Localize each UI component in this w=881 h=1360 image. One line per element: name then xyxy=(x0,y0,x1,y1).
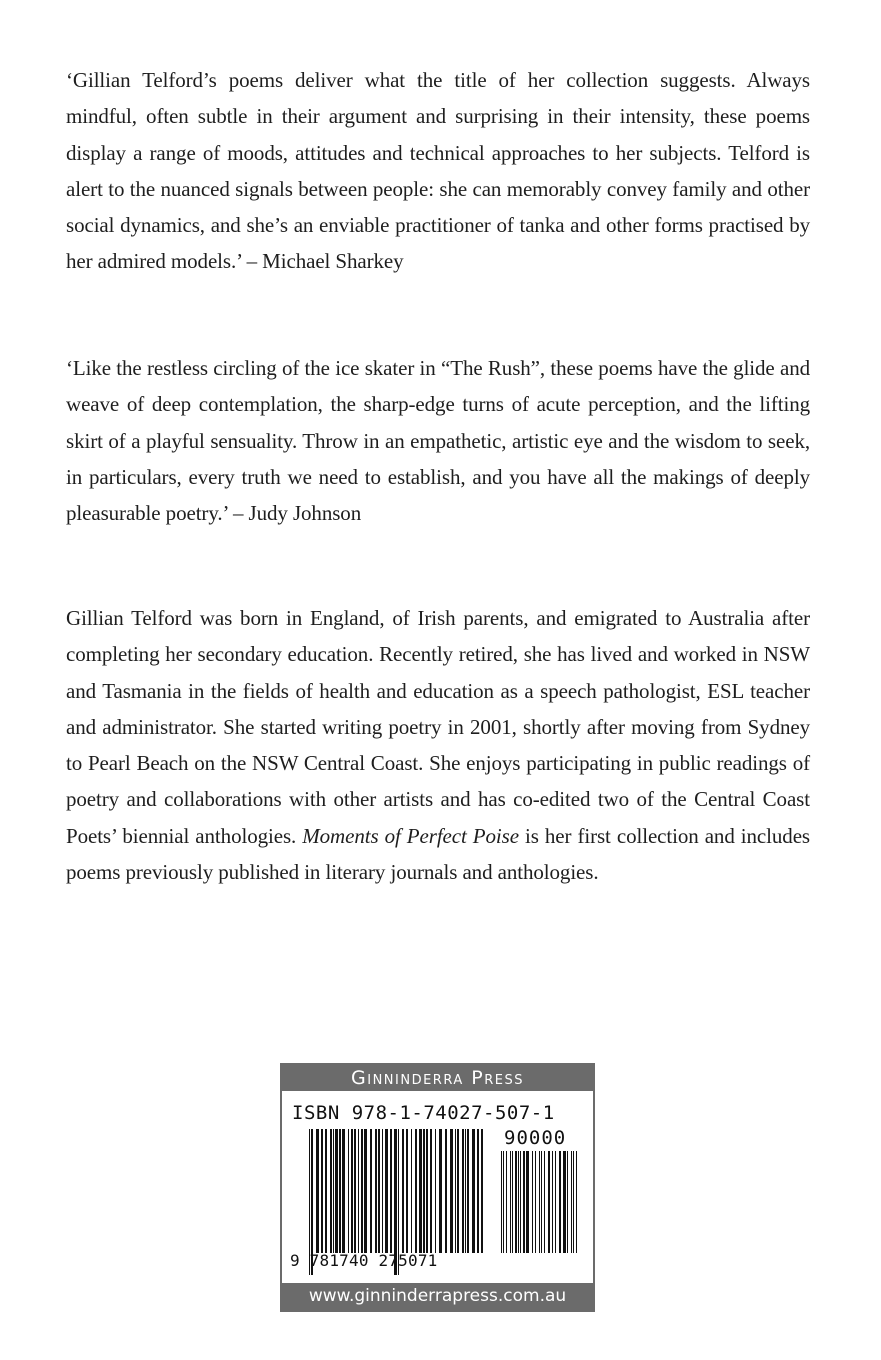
barcode-bar xyxy=(450,1129,453,1253)
barcode-bar xyxy=(364,1129,367,1253)
barcode-bar xyxy=(390,1129,392,1253)
barcode-bar xyxy=(370,1129,372,1253)
bio-text-end: is her first collection and includes poems previously published in literary journals and anthologies. xyxy=(66,823,810,885)
publisher-url: www.ginninderrapress.com.au xyxy=(282,1283,593,1310)
publisher-name: Ginninderra Press xyxy=(282,1065,593,1091)
barcode-bar xyxy=(526,1151,529,1253)
barcode-bar xyxy=(541,1151,542,1253)
barcode-bar xyxy=(419,1129,422,1253)
barcode-bar xyxy=(576,1151,577,1253)
barcode-bar xyxy=(571,1151,572,1253)
barcode-bar xyxy=(378,1129,380,1253)
barcode-digits: 9 781740 275071 xyxy=(290,1251,438,1270)
barcode-bar xyxy=(415,1129,417,1253)
barcode-bar xyxy=(567,1151,568,1253)
barcode-bar xyxy=(510,1151,511,1253)
barcode-bar xyxy=(512,1151,513,1253)
barcode-bar xyxy=(411,1129,412,1253)
barcode-bar xyxy=(552,1151,553,1253)
barcode-bar xyxy=(385,1129,388,1253)
barcode-bar xyxy=(573,1151,574,1253)
barcode-bar xyxy=(503,1151,504,1253)
barcode-bar xyxy=(430,1129,432,1253)
barcode-bar xyxy=(439,1129,442,1253)
author-bio xyxy=(66,600,810,890)
barcode-bar xyxy=(354,1129,356,1253)
barcode-bar xyxy=(342,1129,345,1253)
barcode-bar xyxy=(532,1151,533,1253)
review-text: ‘Gillian Telford’s poems deliver what the title of her collection suggests. Always mindful, often subtle in their argument and surprising in their intensity, these poems display a range of moods, attitudes and technical approaches to her subjects. Telford is alert to the nuanced signals between people: she can memorably convey family and other social dynamics, and she’s an enviable practitioner of tanka and other forms practised by her admired models.’ – Michael Sharkey xyxy=(66,68,810,274)
barcode-bar xyxy=(477,1129,479,1253)
barcode-bar xyxy=(518,1151,519,1253)
barcode-bar xyxy=(335,1129,338,1253)
price-addon-number: 90000 xyxy=(504,1127,567,1149)
book-title: Moments of Perfect Poise xyxy=(302,823,519,848)
barcode-bar xyxy=(321,1129,323,1253)
barcode-bar xyxy=(455,1129,456,1253)
barcode-bar xyxy=(382,1129,383,1253)
isbn-barcode-block xyxy=(280,1063,595,1312)
barcode-bar xyxy=(445,1129,447,1253)
barcode-bar xyxy=(544,1151,545,1253)
barcode-bar xyxy=(481,1129,483,1253)
review-michael-sharkey xyxy=(66,62,810,280)
barcode-bar xyxy=(563,1151,566,1253)
barcode-bar xyxy=(333,1129,334,1253)
barcode-bar xyxy=(325,1129,327,1253)
barcode-bar xyxy=(520,1151,521,1253)
barcode-bar xyxy=(402,1129,404,1253)
barcode-bar xyxy=(555,1151,556,1253)
barcode-bar xyxy=(515,1151,517,1253)
barcode-bar xyxy=(535,1151,536,1253)
barcode-bar xyxy=(457,1129,459,1253)
barcode-bar xyxy=(330,1129,332,1253)
barcode-bar xyxy=(375,1129,377,1253)
review-judy-johnson xyxy=(66,350,810,531)
barcode-bar xyxy=(339,1129,341,1253)
barcode-bar xyxy=(506,1151,507,1253)
barcode-bar xyxy=(539,1151,540,1253)
barcode-bar xyxy=(435,1129,436,1253)
addon-barcode-bars xyxy=(500,1151,582,1275)
barcode-bar xyxy=(423,1129,425,1253)
barcode-bar xyxy=(361,1129,363,1253)
barcode-bar xyxy=(501,1151,502,1253)
bio-text-start: Gillian Telford was born in England, of Irish parents, and emigrated to Australia after completing her secondary education. Recently retired, she has lived and worked in NSW and Tasmania in the fields of health and education as a speech pathologist, ESL teacher and administrator. She started writing poetry in 2001, shortly after moving from Sydney to Pearl Beach on the NSW Central Coast. She enjoys participating in public readings of poetry and collaborations with other artists and has co-edited two of the Central Coast Poets’ biennial anthologies. xyxy=(66,606,810,848)
barcode-bar xyxy=(348,1129,349,1253)
barcode-bar xyxy=(523,1151,525,1253)
barcode-bar xyxy=(462,1129,464,1253)
barcode-bar xyxy=(358,1129,359,1253)
barcode-bar xyxy=(465,1129,466,1253)
isbn-number: ISBN 978-1-74027-507-1 xyxy=(292,1102,555,1124)
barcode-bar xyxy=(472,1129,475,1253)
review-text: ‘Like the restless circling of the ice skater in “The Rush”, these poems have the glide and weave of deep contemplation, the sharp-edge turns of acute perception, and the lifting skirt of a playful sensuality. Throw in an empathetic, artistic eye and the wisdom to seek, in particulars, every truth we need to establish, and you have all the makings of deeply pleasurable poetry.’ – Judy Johnson xyxy=(66,356,810,526)
barcode-bar xyxy=(467,1129,469,1253)
barcode-bar xyxy=(559,1151,561,1253)
barcode-bar xyxy=(426,1129,428,1253)
barcode-bar xyxy=(406,1129,408,1253)
barcode-bar xyxy=(316,1129,319,1253)
barcode-bar xyxy=(548,1151,550,1253)
barcode-bar xyxy=(351,1129,353,1253)
